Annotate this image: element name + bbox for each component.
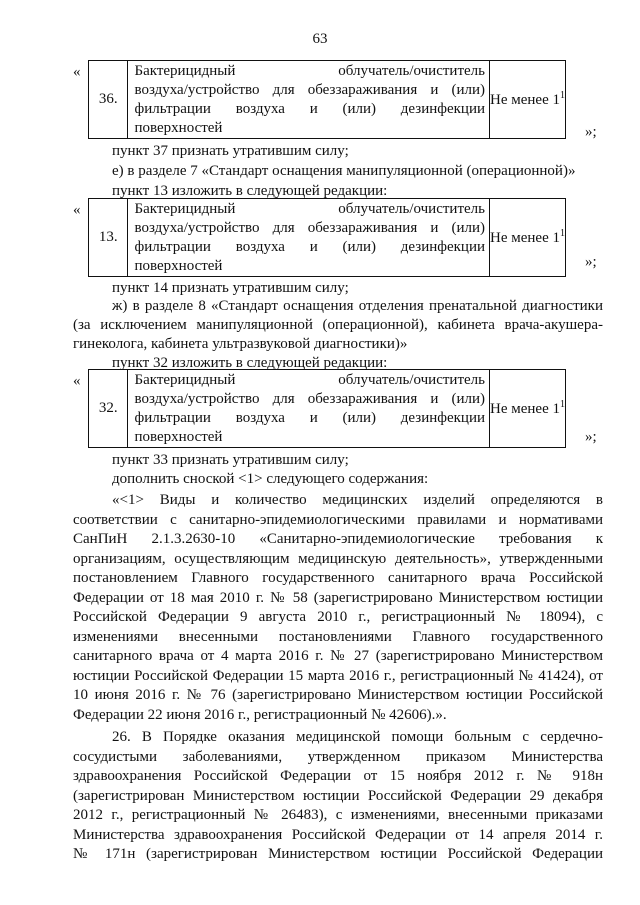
paragraph-26-line: (зарегистрирован Министерством юстиции Российской Федерации 29 декабря: [73, 788, 603, 804]
footnote-line: санитарного врача от 4 марта 2016 г. № 27 (зарегистрировано Министерством: [73, 648, 603, 664]
description-line: фильтрации воздуха и (или) дезинфекции: [134, 410, 485, 426]
description-line: воздуха/устройство для обеззараживания и (или): [134, 391, 485, 407]
item-quantity: [490, 370, 566, 448]
description-line: фильтрации воздуха и (или) дезинфекции: [134, 101, 485, 117]
text-line: пункт 13 изложить в следующей редакции:: [112, 183, 388, 199]
text-line: дополнить сноской <1> следующего содержания:: [112, 471, 429, 487]
description-line: поверхностей: [134, 258, 223, 274]
quote-close: »;: [585, 124, 597, 140]
footnote-ref: 1: [559, 90, 565, 101]
footnote-ref: 1: [559, 228, 565, 239]
quote-close: »;: [585, 254, 597, 270]
item-number: 36.: [89, 61, 128, 139]
description-line: Бактерицидный облучатель/очиститель: [134, 63, 485, 79]
quote-open: «: [73, 202, 81, 218]
description-line: поверхностей: [134, 429, 223, 445]
paragraph-26-line: 2012 г., регистрационный № 26483), с изменениями, внесенными приказами: [73, 807, 603, 823]
item-quantity: [490, 61, 566, 139]
text-line: пункт 37 признать утратившим силу;: [112, 143, 349, 159]
description-line: поверхностей: [134, 120, 223, 136]
footnote-line: изменениями внесенными постановлениями Главного государственного: [73, 629, 603, 645]
text-line: пункт 14 признать утратившим силу;: [112, 280, 349, 296]
footnote-line: Российской Федерации 9 августа 2010 г., регистрационный № 18094), с: [73, 609, 603, 625]
text-line: (за исключением манипуляционной (операционной), кабинета врача-акушера-: [73, 317, 603, 333]
item-quantity: [490, 199, 566, 277]
footnote-line: Федерации 22 июня 2016 г., регистрационный № 42606).».: [73, 707, 447, 723]
description-line: воздуха/устройство для обеззараживания и (или): [134, 82, 485, 98]
text-line: гинеколога, кабинета ультразвуковой диагностики)»: [73, 336, 408, 352]
paragraph-26-line: № 171н (зарегистрирован Министерством юстиции Российской Федерации: [73, 846, 603, 862]
equipment-table: [88, 369, 566, 448]
quantity-text: Не менее 1: [490, 230, 560, 246]
quote-open: «: [73, 64, 81, 80]
paragraph-26-line: 26. В Порядке оказания медицинской помощи больным с сердечно-: [112, 729, 603, 745]
description-line: Бактерицидный облучатель/очиститель: [134, 372, 485, 388]
footnote-line: Федерации от 18 мая 2010 г. № 58 (зарегистрировано Министерством юстиции: [73, 590, 603, 606]
quantity-text: Не менее 1: [490, 92, 560, 108]
description-line: воздуха/устройство для обеззараживания и (или): [134, 220, 485, 236]
item-description: [128, 61, 490, 139]
footnote-line: СанПиН 2.1.3.2630-10 «Санитарно-эпидемиологические требования к: [73, 531, 603, 547]
item-number: 32.: [89, 370, 128, 448]
equipment-table: [88, 198, 566, 277]
item-description: [128, 370, 490, 448]
text-line: ж) в разделе 8 «Стандарт оснащения отделения пренатальной диагностики: [112, 298, 603, 314]
footnote-line: постановлением Главного государственного санитарного врача Российской: [73, 570, 603, 586]
text-line: пункт 33 признать утратившим силу;: [112, 452, 349, 468]
footnote-line: «<1> Виды и количество медицинских изделий определяются в: [112, 492, 603, 508]
footnote-line: 10 июня 2016 г. № 76 (зарегистрировано Министерством юстиции Российской: [73, 687, 603, 703]
quantity-text: Не менее 1: [490, 401, 560, 417]
text-line: е) в разделе 7 «Стандарт оснащения манипуляционной (операционной)»: [112, 163, 576, 179]
paragraph-26-line: сосудистыми заболеваниями, утвержденном приказом Министерства: [73, 749, 603, 765]
item-description: [128, 199, 490, 277]
footnote-line: юстиции Российской Федерации 15 марта 2016 г., регистрационный № 41424), от: [73, 668, 603, 684]
description-line: Бактерицидный облучатель/очиститель: [134, 201, 485, 217]
quote-open: «: [73, 373, 81, 389]
footnote-ref: 1: [559, 399, 565, 410]
footnote-line: организациям, осуществляющим медицинскую деятельность», утвержденными: [73, 551, 603, 567]
equipment-table: [88, 60, 566, 139]
text-line: пункт 32 изложить в следующей редакции:: [112, 355, 388, 371]
footnote-line: соответствии с санитарно-эпидемиологическими правилами и нормативами: [73, 512, 603, 528]
paragraph-26-line: здравоохранения Российской Федерации от 15 ноября 2012 г. № 918н: [73, 768, 603, 784]
description-line: фильтрации воздуха и (или) дезинфекции: [134, 239, 485, 255]
item-number: 13.: [89, 199, 128, 277]
quote-close: »;: [585, 429, 597, 445]
page-number: 63: [312, 31, 328, 47]
paragraph-26-line: Министерства здравоохранения Российской Федерации от 14 апреля 2014 г.: [73, 827, 603, 843]
